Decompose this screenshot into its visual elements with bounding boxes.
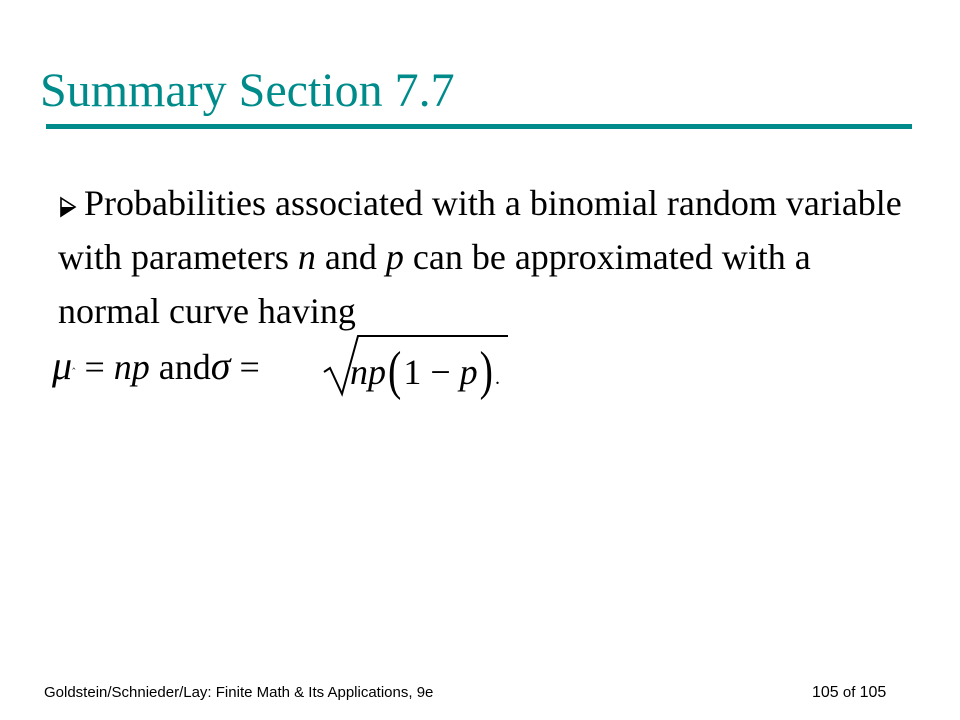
variable-n: n	[297, 237, 316, 277]
mu-symbol: μ	[52, 343, 73, 388]
close-paren: )	[479, 339, 493, 401]
arrow-bullet-icon	[58, 196, 84, 218]
slide-title: Summary Section 7.7	[40, 64, 455, 117]
variable-p: p	[385, 237, 404, 277]
equals-sign-2: =	[230, 347, 260, 387]
formula-and: and	[149, 347, 211, 387]
footer-citation: Goldstein/Schnieder/Lay: Finite Math & Its Applications, 9e	[44, 684, 434, 701]
body-and: and	[315, 237, 386, 277]
page-number	[812, 684, 886, 702]
sigma-symbol: σ	[210, 343, 231, 388]
body-text-part1: Probabilities associated with a binomial random variable with parameters	[58, 183, 902, 277]
formula-period: .	[494, 367, 500, 389]
title-underline	[46, 124, 912, 129]
mean-formula	[52, 330, 260, 400]
equals-sign: =	[75, 347, 114, 387]
one-minus: 1 −	[403, 352, 460, 392]
page-of: of	[838, 684, 860, 701]
radicand-np: np	[350, 352, 386, 392]
radicand-p: p	[459, 352, 478, 392]
np-term: np	[113, 347, 150, 387]
open-paren: (	[388, 339, 402, 401]
page-total: 105	[859, 684, 887, 701]
radicand	[350, 339, 500, 403]
mu-subscript-mark: ‸	[72, 359, 76, 370]
page-current: 105	[812, 684, 839, 701]
bullet-paragraph	[58, 176, 908, 338]
body-text-part2: can be approximated with a normal curve having	[58, 237, 811, 331]
